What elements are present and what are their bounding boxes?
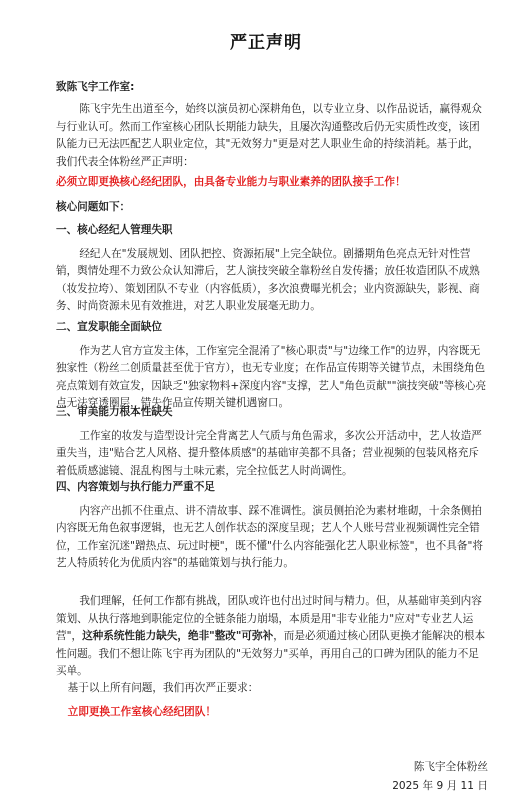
- section-heading: 一、核心经纪人管理失职: [56, 224, 173, 236]
- section-text: 作为艺人官方宣发主体，工作室完全混淆了"核心职责"与"边缘工作"的边界，内容既无独家性（粉丝二创质量甚至优于官方），也无专业度；在作品宣传期等关键节点，未围绕角色亮点策划有效宣发，因缺乏"独家物料+深度内容"支撑，艺人"角色贡献""演技突破"等核心亮点无法穿透圈层，错失作品宣传期关键机遇窗口。: [56, 344, 487, 410]
- intro-text: 陈飞宇先生出道至今，始终以演员初心深耕角色，以专业立身、以作品说话，赢得观众与行业认可。然而工作室核心团队长期能力缺失，且屡次沟通整改后仍无实质性改变，该团队能力已无法匹配艺人职业定位，其"无效努力"更是对艺人职业生命的持续消耗。基于此，我们代表全体粉丝严正声明：: [56, 103, 482, 168]
- section-heading: 二、宣发职能全面缺位: [56, 321, 162, 333]
- section-text: 经纪人在"发展规划、团队把控、资源拓展"上完全缺位。剧播期角色亮点无针对性营销，舆情处理不力致公众认知滞后，艺人演技突破全靠粉丝自发传播；放任妆造团队不成熟（妆发拉垮）、策划团队不专业（内容低质），多次浪费曝光机会；业内资源缺失，影视、商务、时尚资源未见有效推进，对艺人职业发展毫无助力。: [56, 247, 480, 313]
- section-heading: 三、审美能力根本性缺失: [56, 406, 173, 418]
- section-text: 内容产出抓不住重点、讲不清故事、踩不准调性。演员侧拍沦为素材堆砌，十余条侧拍内容既无角色叙事逻辑，也无艺人创作状态的深度呈现；艺人个人账号营业视频调性完全错位，工作室沉迷"蹭热点、玩过时梗"，既不懂"什么内容能强化艺人职业标签"，也不具备"将艺人特质转化为优质内容"的基础策划与执行能力。: [56, 504, 483, 570]
- final-intro: [56, 680, 488, 698]
- section-heading: 四、内容策划与执行能力严重不足: [56, 481, 215, 493]
- page-title: 严正声明: [230, 33, 302, 53]
- core-heading-text: 核心问题如下：: [56, 201, 131, 213]
- section-text: 工作室的妆发与造型设计完全背离艺人气质与角色需求，多次公开活动中，艺人妆造严重失当，违"贴合艺人风格、提升整体质感"的基础审美都不具备；营业视频的包装风格充斥着低质感滤镜、混乱构图与土味元素，完全拉低艺人时尚调性。: [56, 429, 482, 477]
- core-heading: [56, 199, 488, 217]
- section-2: [56, 319, 488, 413]
- demand-red-text: 必须立即更换核心经纪团队，由具备专业能力与职业素养的团队接手工作！: [56, 176, 406, 188]
- final-demand-text: 立即更换工作室核心经纪团队！: [67, 706, 216, 718]
- demand-line: [56, 174, 488, 192]
- section-3: [56, 404, 488, 480]
- closing-bold: 这种系统性能力缺失，绝非"整改"可弥补: [82, 630, 274, 643]
- closing-paragraph: [56, 593, 488, 681]
- intro-paragraph: [56, 101, 488, 171]
- final-intro-text: 基于以上所有问题，我们再次严正要求：: [67, 682, 259, 694]
- final-demand: [56, 704, 488, 722]
- signature: 陈飞宇全体粉丝: [413, 761, 488, 773]
- closing-text: [56, 593, 488, 681]
- closing-plain-2: ，而是必须通过核心团队更换才能解决的根本性问题。我们不想让陈飞宇再为团队的"无效努力"买单，再用自己的口碑为团队的能力不足买单。: [56, 630, 486, 678]
- section-1: [56, 222, 488, 316]
- closing-plain-1: 我们理解，任何工作都有挑战，团队或许也付出过时间与精力。但，从基础审美到内容策划、从执行落地到职能定位的全链条能力崩塌，本质是用"非专业能力"应对"专业艺人运营"，: [56, 595, 482, 643]
- date: 2025 年 9 月 11 日: [392, 780, 488, 792]
- salutation-text: 致陈飞宇工作室:: [56, 81, 135, 93]
- section-4: [56, 479, 488, 573]
- salutation: [56, 79, 488, 97]
